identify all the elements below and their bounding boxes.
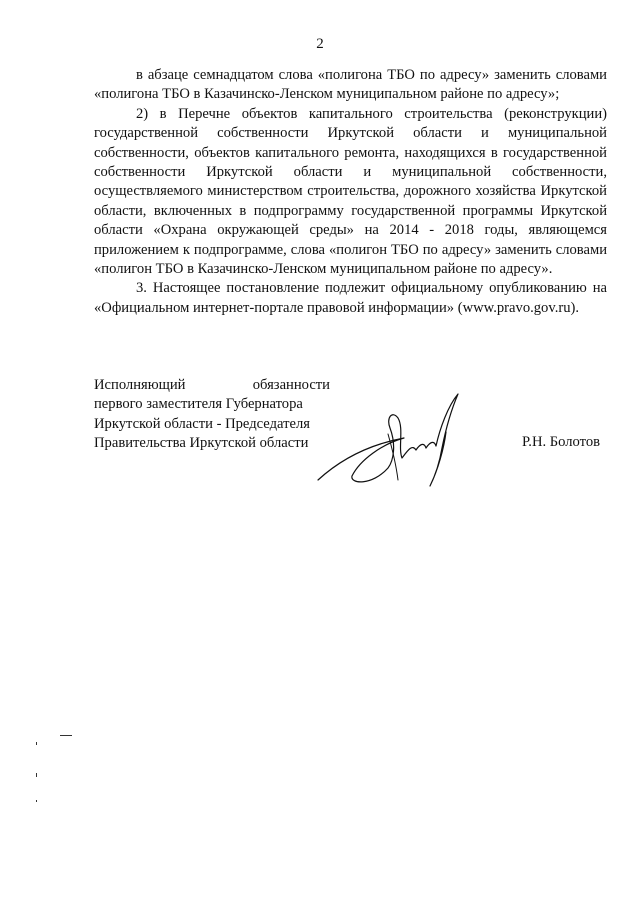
signatory-title-line-4: Правительства Иркутской области — [94, 435, 309, 452]
page-number: 2 — [316, 36, 324, 52]
scan-speck — [60, 735, 72, 736]
signatory-title — [94, 376, 330, 454]
scan-speck — [36, 742, 37, 745]
scan-speck — [36, 800, 37, 802]
signatory-title-line-1: Исполняющий обязанности — [94, 377, 330, 393]
scan-speck — [36, 773, 37, 777]
signatory-title-line-3: Иркутской области - Председателя — [94, 415, 310, 432]
paragraph-1: в абзаце семнадцатом слова «полигона ТБО по адресу» заменить словами «полигона ТБО в Казачинско-Ленском муниципальном районе по адресу»; — [94, 67, 607, 103]
signer-name: Р.Н. Болотов — [522, 434, 601, 450]
document-body — [94, 66, 607, 318]
handwritten-signature — [312, 388, 472, 490]
paragraph-3: 3. Настоящее постановление подлежит официальному опубликованию на «Официальном интернет-портале правовой информации» (www.pravo.gov.ru). — [94, 280, 607, 316]
signatory-title-line-2: первого заместителя Губернатора — [94, 396, 303, 413]
paragraph-2: 2) в Перечне объектов капитального строительства (реконструкции) государственной собственности Иркутской области и муниципальной собственности, объектов капитального ремонта, находящихся в государственной собственности Иркутской области и муниципальной собственности, осуществляемого министерством строительства, дорожного хозяйства Иркутской области, включенных в подпрограмму государственной программы Иркутской области «Охрана окружающей среды» на 2014 - 2018 годы, являющемся приложением к подпрограмме, слова «полигон ТБО по адресу» заменить словами «полигон ТБО в Казачинско-Ленском муниципальном районе по адресу». — [94, 105, 607, 278]
